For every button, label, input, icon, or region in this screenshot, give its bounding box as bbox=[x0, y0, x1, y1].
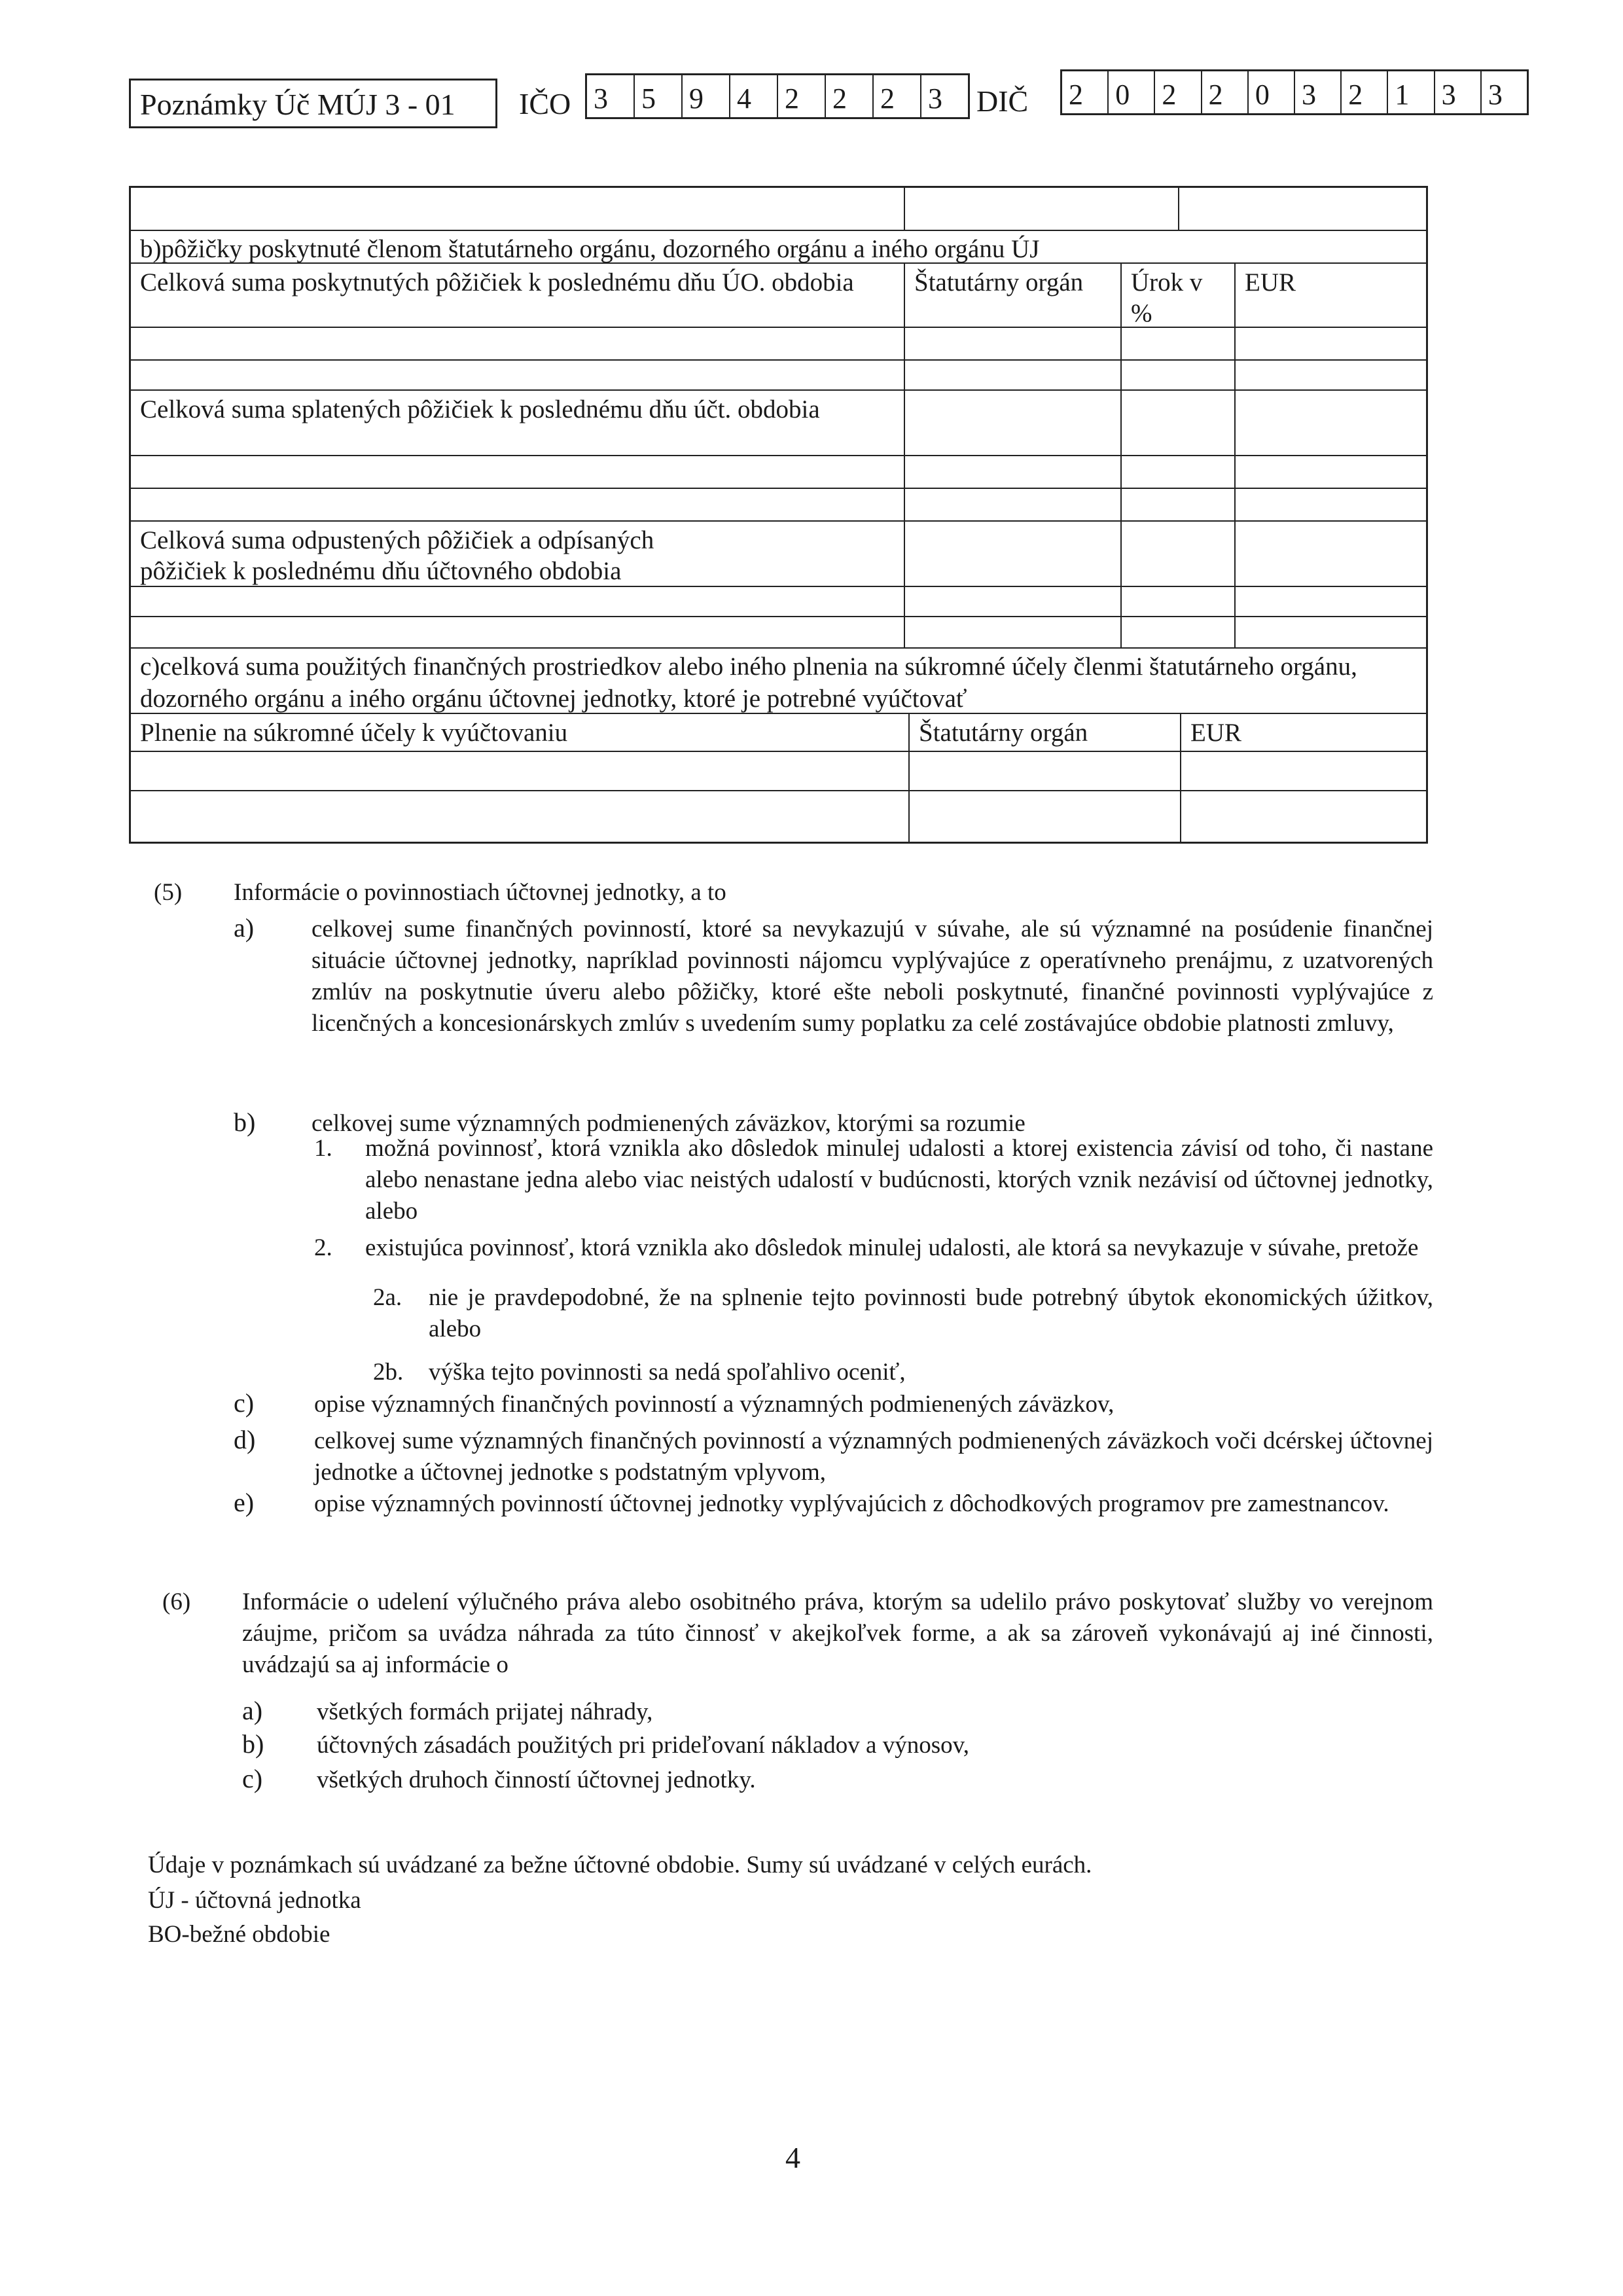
ico-label: IČO bbox=[519, 87, 571, 120]
dic-digit: 2 bbox=[1155, 71, 1202, 113]
table-row bbox=[131, 188, 1426, 231]
col-eur-header: EUR bbox=[1234, 264, 1426, 327]
item-marker: a) bbox=[242, 1696, 263, 1725]
dic-digit: 3 bbox=[1435, 71, 1482, 113]
section-b-heading: b)pôžičky poskytnuté členom štatutárneho orgánu, dozorného orgánu a iného orgánu ÚJ bbox=[140, 235, 1040, 263]
ico-digit: 2 bbox=[874, 75, 921, 117]
dic-digit: 3 bbox=[1488, 79, 1503, 111]
ico-digit: 5 bbox=[635, 75, 683, 117]
col-rate-header: Úrok v % bbox=[1120, 264, 1234, 327]
forgiven-label: Celková suma odpustených pôžičiek a odpísaných pôžičiek k poslednému dňu účtovného obdobia bbox=[140, 526, 654, 585]
section-c-heading: c)celková suma použitých finančných prostriedkov alebo iného plnenia na súkromné účely členmi štatutárneho orgánu, dozorného orgánu a iného orgánu účtovnej jednotky, ktoré je potrebné vyúčtovať bbox=[140, 653, 1357, 713]
dic-digit: 2 bbox=[1342, 71, 1388, 113]
section-5-intro: Informácie o povinnostiach účtovnej jednotky, a to bbox=[234, 879, 726, 906]
table-row bbox=[131, 752, 1426, 791]
section-5-item-d: celkovej sume významných finančných povinností a významných podmienených záväzkoch voči dcérskej účtovnej jednotke a účtovnej jednotke s podstatným vplyvom, bbox=[314, 1427, 1433, 1486]
item-marker: 1. bbox=[314, 1135, 332, 1162]
section-5-item-b2: existujúca povinnosť, ktorá vznikla ako dôsledok minulej udalosti, ale ktorá sa nevykazuje v súvahe, pretože bbox=[365, 1234, 1419, 1261]
item-marker: c) bbox=[234, 1388, 255, 1418]
footer-note: BO-bežné obdobie bbox=[148, 1921, 330, 1948]
section-c-header-row bbox=[131, 714, 1426, 752]
c-col-eur-header: EUR bbox=[1180, 714, 1426, 751]
section-6-item-c: všetkých druhoch činností účtovnej jednotky. bbox=[317, 1767, 756, 1793]
dic-digit: 0 bbox=[1109, 71, 1155, 113]
ico-digit: 9 bbox=[683, 75, 730, 117]
section-6-item-b: účtovných zásadách použitých pri prideľovaní nákladov a výnosov, bbox=[317, 1732, 969, 1759]
item-marker: 2. bbox=[314, 1234, 332, 1261]
section-6-item-a: všetkých formách prijatej náhrady, bbox=[317, 1698, 653, 1725]
dic-field bbox=[1060, 69, 1529, 115]
ico-digit: 4 bbox=[730, 75, 778, 117]
section-b-row bbox=[131, 231, 1426, 264]
table-row bbox=[131, 587, 1426, 617]
col-organ-header: Štatutárny orgán bbox=[904, 264, 1120, 327]
table-row bbox=[131, 617, 1426, 649]
dic-digit: 0 bbox=[1249, 71, 1295, 113]
dic-label: DIČ bbox=[976, 84, 1029, 118]
table-row bbox=[131, 791, 1426, 842]
ico-digit: 2 bbox=[826, 75, 874, 117]
table-header-row bbox=[131, 264, 1426, 328]
footer-note: ÚJ - účtovná jednotka bbox=[148, 1887, 361, 1914]
section-5-number: (5) bbox=[154, 879, 183, 906]
loans-table bbox=[129, 186, 1428, 844]
dic-digit: 1 bbox=[1388, 71, 1435, 113]
section-6-intro: Informácie o udelení výlučného práva alebo osobitného práva, ktorým sa udelilo právo poskytovať služby vo verejnom záujme, pričom sa uvádza náhrada za túto činnosť v akejkoľvek forme, a ak sa zároveň vykonávajú aj iné činnosti, uvádzajú sa aj informácie o bbox=[242, 1588, 1433, 1678]
table-row bbox=[131, 328, 1426, 361]
c-col-main-header: Plnenie na súkromné účely k vyúčtovaniu bbox=[140, 719, 568, 747]
section-c-row bbox=[131, 649, 1426, 714]
table-row bbox=[131, 456, 1426, 489]
ico-field bbox=[585, 73, 970, 119]
page-number: 4 bbox=[785, 2141, 800, 2174]
section-5-item-b: celkovej sume významných podmienených záväzkov, ktorými sa rozumie bbox=[312, 1110, 1026, 1137]
item-marker: b) bbox=[242, 1729, 264, 1759]
table-row bbox=[131, 489, 1426, 522]
dic-digit: 2 bbox=[1062, 71, 1109, 113]
section-5-item-b2a: nie je pravdepodobné, že na splnenie tejto povinnosti bude potrebný úbytok ekonomických úžitkov, alebo bbox=[429, 1284, 1433, 1342]
table-row bbox=[131, 361, 1426, 391]
item-marker: d) bbox=[234, 1425, 256, 1454]
ico-digit: 2 bbox=[778, 75, 826, 117]
footer-note: Údaje v poznámkach sú uvádzané za bežne účtovné obdobie. Sumy sú uvádzané v celých eurách. bbox=[148, 1852, 1092, 1878]
item-marker: b) bbox=[234, 1107, 256, 1137]
dic-digit: 2 bbox=[1202, 71, 1249, 113]
section-6-number: (6) bbox=[162, 1588, 191, 1615]
section-5-item-b1: možná povinnosť, ktorá vznikla ako dôsledok minulej udalosti a ktorej existencia závisí od toho, či nastane alebo nenastane jedna alebo viac neistých udalostí v budúcnosti, ktorých vznik nezávisí od účtovnej jednotky, alebo bbox=[365, 1135, 1433, 1225]
item-marker: 2a. bbox=[373, 1284, 402, 1311]
item-marker: 2b. bbox=[373, 1359, 404, 1386]
item-marker: c) bbox=[242, 1764, 263, 1793]
ico-digit: 3 bbox=[928, 82, 942, 115]
section-5-item-a: celkovej sume finančných povinností, ktoré sa nevykazujú v súvahe, ale sú významné na posúdenie finančnej situácie účtovnej jednotky, napríklad povinnosti nájomcu vyplývajúce z operatívneho prenájmu, z uzatvorených zmlúv na poskytnutie úveru alebo pôžičky, ktoré ešte neboli poskytnuté, finančné povinnosti vyplývajúce z licenčných a koncesionárskych zmlúv s uvedením sumy poplatku za celé zostávajúce obdobie platnosti zmluvy, bbox=[312, 916, 1433, 1037]
col-main-header: Celková suma poskytnutých pôžičiek k poslednému dňu ÚO. obdobia bbox=[140, 268, 854, 296]
repaid-row bbox=[131, 391, 1426, 456]
forgiven-row bbox=[131, 522, 1426, 587]
item-marker: e) bbox=[234, 1488, 255, 1517]
section-5-item-e: opise významných povinností účtovnej jednotky vyplývajúcich z dôchodkových programov pre zamestnancov. bbox=[314, 1490, 1389, 1517]
ico-digit: 3 bbox=[587, 75, 635, 117]
repaid-label: Celková suma splatených pôžičiek k poslednému dňu účt. obdobia bbox=[140, 395, 820, 423]
dic-digit: 3 bbox=[1295, 71, 1342, 113]
section-5-item-c: opise významných finančných povinností a významných podmienených záväzkov, bbox=[314, 1391, 1115, 1418]
item-marker: a) bbox=[234, 913, 255, 942]
form-title: Poznámky Úč MÚJ 3 - 01 bbox=[129, 79, 497, 128]
section-5-item-b2b: výška tejto povinnosti sa nedá spoľahlivo oceniť, bbox=[429, 1359, 906, 1386]
c-col-organ-header: Štatutárny orgán bbox=[908, 714, 1180, 751]
